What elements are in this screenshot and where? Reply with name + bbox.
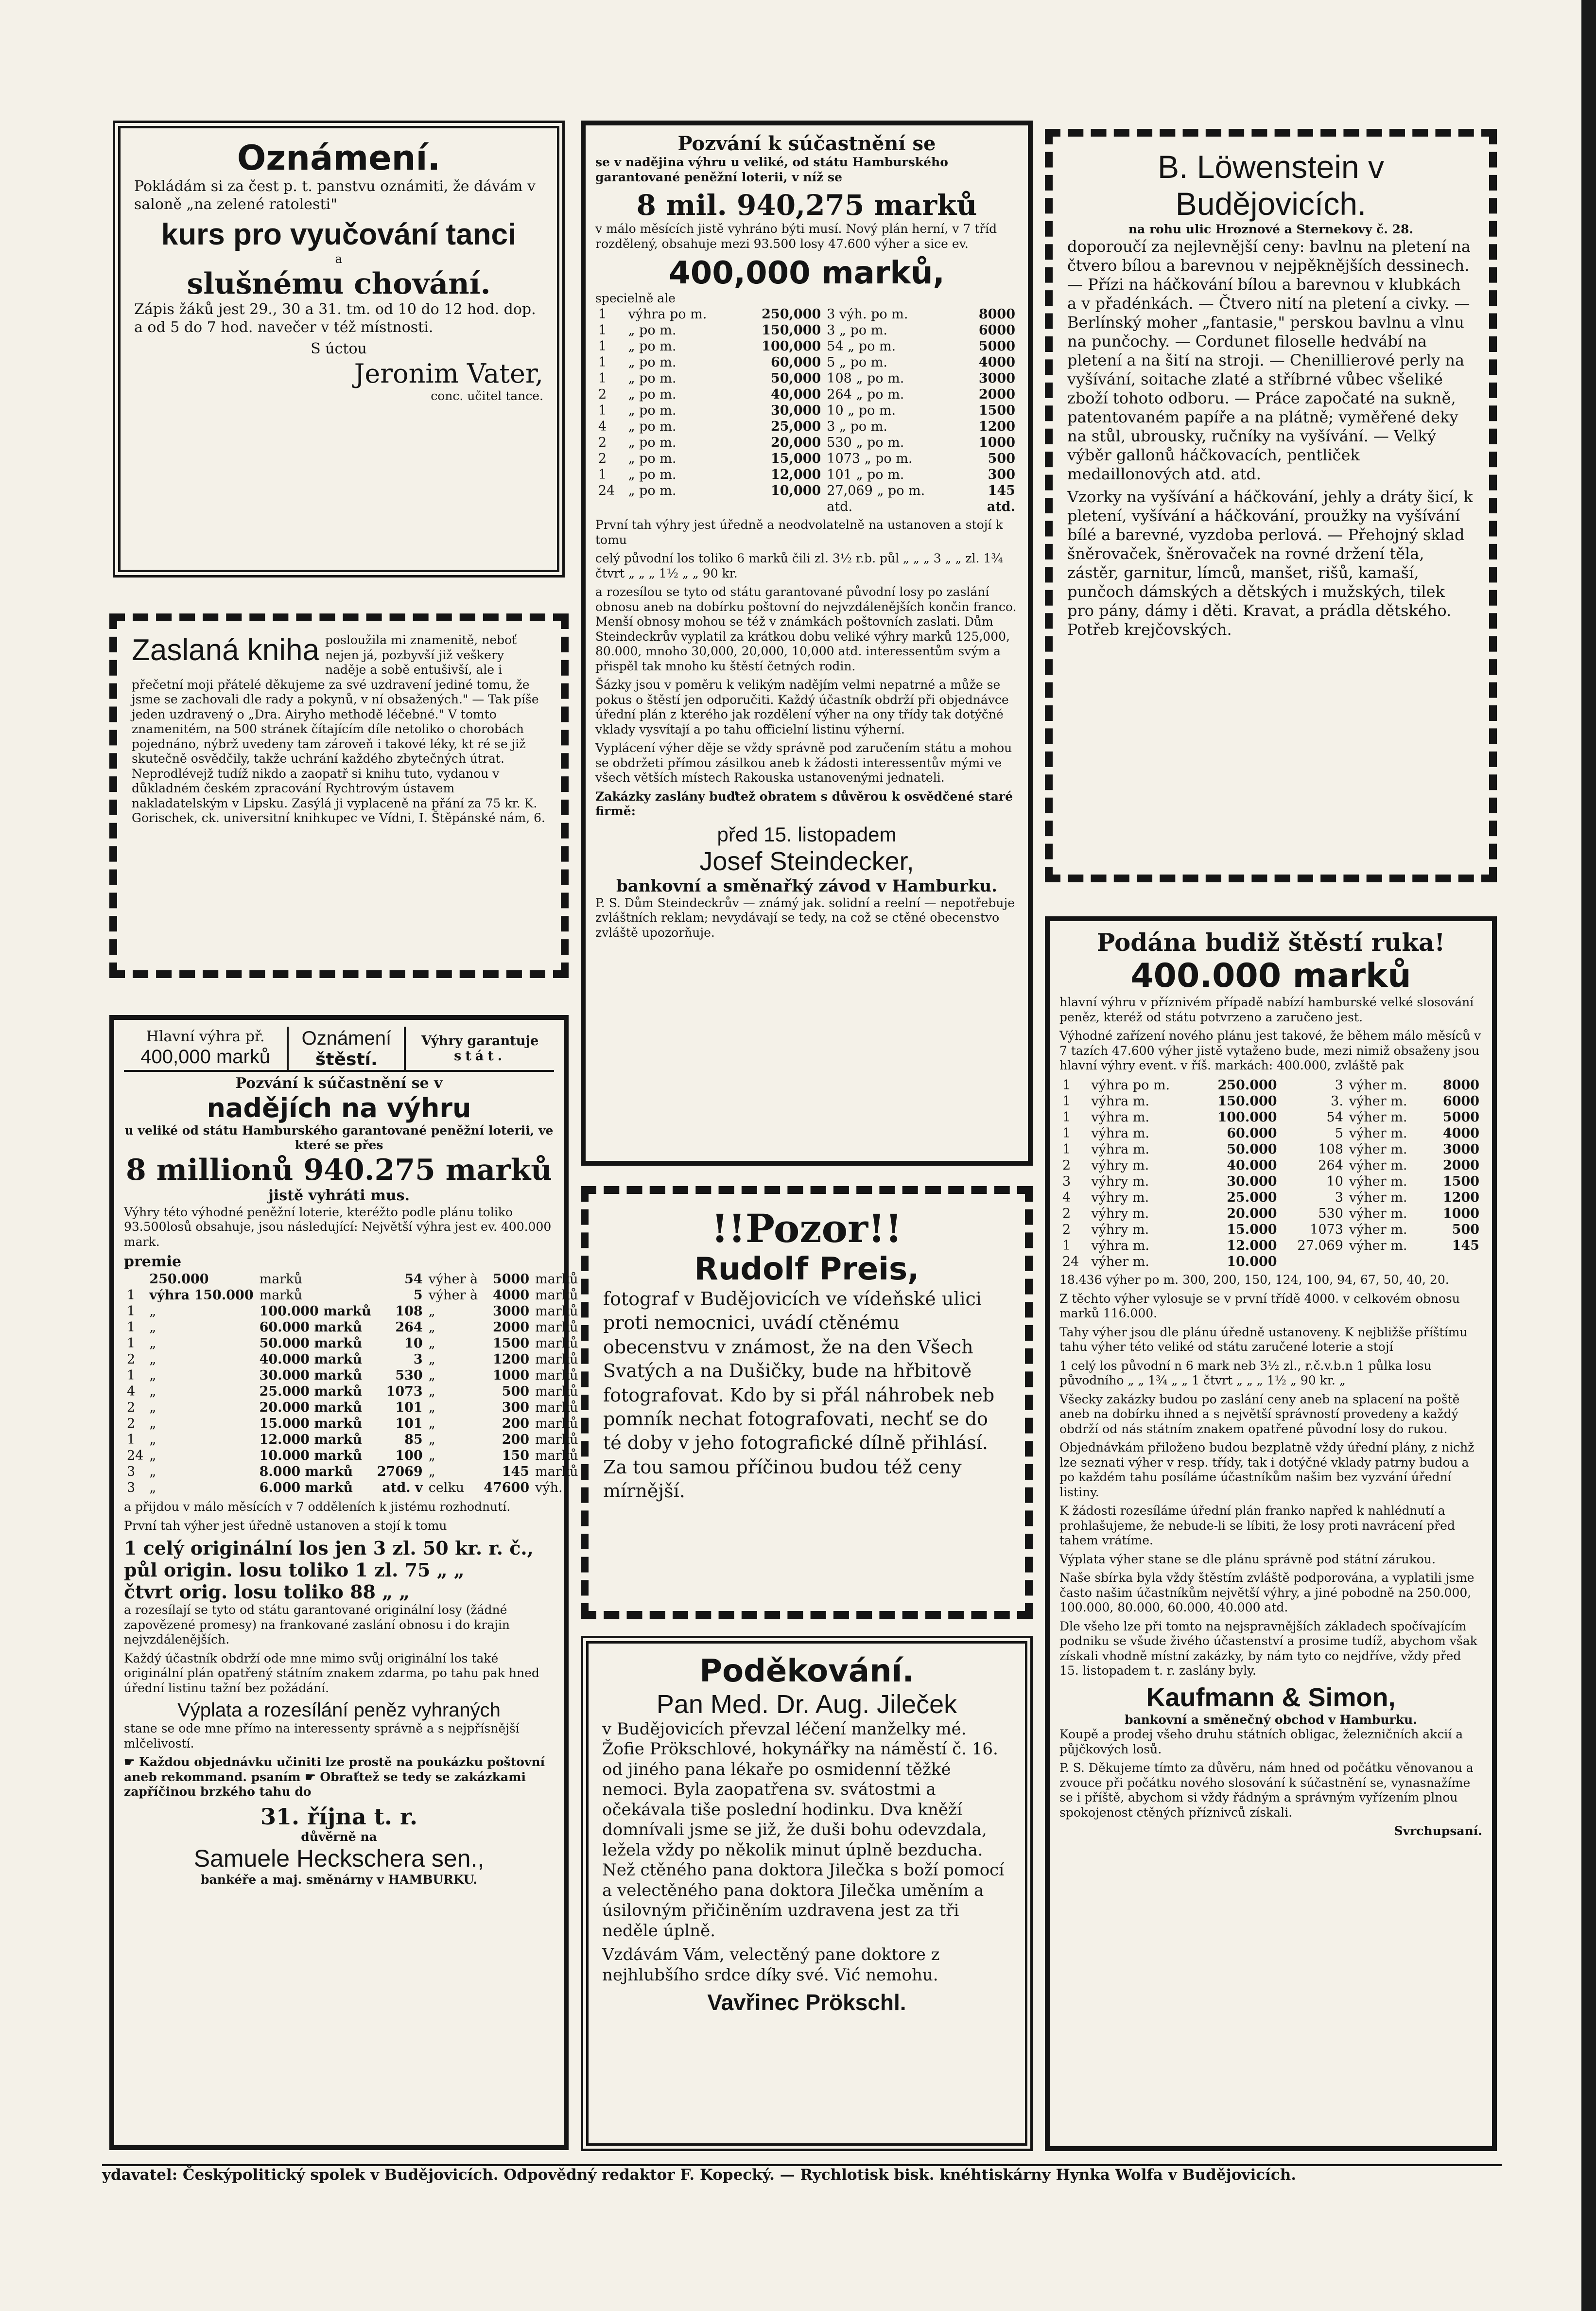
table-row: 2 „ po m. 20,000 530 „ po m. 1000 bbox=[598, 435, 1015, 450]
podekovani-ad bbox=[581, 1636, 1033, 2151]
hamburg-price2: půl origin. losu toliko 1 zl. 75 „ „ bbox=[124, 1559, 465, 1581]
table-row: 250.000 marků 54 výher à 5000 marků bbox=[149, 1271, 578, 1287]
hamburg-draws: a přijdou v málo měsících v 7 odděleních k jistému rozhodnutí. bbox=[124, 1500, 511, 1514]
steindecker-chance: Šázky jsou v poměru k velikým nadějím velmi nepatrné a může se pokus o štěstí jen odporučiti. Každý účastník obdrží při objednávce úřední plán z kterého jak rozdělení výher na ony třídy tak dotýčné vklady vysvítají a po tahu officielní listinu výherní. bbox=[595, 678, 1009, 736]
lowenstein-text2: Vzorky na vyšívání a háčkování, jehly a dráty šicí, k pletení, vyšívání a háčkování, proužky na vyšívání bílé a barevné, vyzdoba perlová. — Přehojný sklad šněrovaček, šněrovaček na rovné držení těla, zástěr, garnitur, límců, manšet, rišů, kamaší, punčoch dámských a dětských i mužských, tilek pro pány, dámy i děti. Kravat, a prádla dětského. Potřeb krejčovských. bbox=[1067, 487, 1473, 639]
table-row: 24 „ po m. 10,000 27,069 „ po m. 145 bbox=[598, 483, 1015, 499]
pozor-name: Rudolf Preis, bbox=[694, 1251, 919, 1287]
table-row: 2 výhry m. 40.000 264 výher m. 2000 bbox=[1062, 1157, 1479, 1173]
kaufmann-ps: P. S. Děkujeme tímto za důvěru, nám hned od počátku věnovanou a zvouce při počátku nového slosování k súčastnění se, vynasnažíme se i příště, abychom si vždy řádným a správným vyřízením plnou spokojenost ctěných příznivců získali. bbox=[1059, 1761, 1474, 1820]
hamburg-send: a rozesílají se tyto od státu garantované originální losy (žádné zapovězené promesy) na frankované zaslání obnosu i do krajin nejvzdálenějších. bbox=[124, 1603, 510, 1647]
table-row: 2 „ po m. 15,000 1073 „ po m. 500 bbox=[598, 451, 1015, 466]
oznameni-role: conc. učitel tance. bbox=[431, 388, 543, 403]
steindecker-send: a rozesílou se tyto od státu garantované původní losy po zaslání obnosu aneb na dobírku poštovní do nejvzdálenějších končin franco. Menší obnosy mohou se též v známkách poštovních zaslati. Dům Steindeckrův vyplatil za krátkou dobu veliké výhry marků 125,000, 80.000, mnoho 30,000, 20,000, 10,000 atd. interessentům svým a přispěl tak mnoho ku štěstí četných rodin. bbox=[595, 585, 1017, 673]
oznameni-manners: slušnému chování. bbox=[187, 266, 491, 301]
kaufmann-rest: 18.436 výher po m. 300, 200, 150, 124, 100, 94, 67, 50, 40, 20. bbox=[1059, 1273, 1449, 1287]
hamburg-ad bbox=[109, 1015, 578, 2150]
steindecker-deadline: před 15. listopadem bbox=[717, 823, 897, 846]
oznameni-a: a bbox=[335, 252, 343, 266]
table-row: 4 výhry m. 25.000 3 výher m. 1200 bbox=[1062, 1190, 1479, 1205]
table-row: 1 „ 30.000 marků 530 „ 1000 marků bbox=[127, 1367, 578, 1383]
kaufmann-trust: Dle všeho lze při tomto na nejspravnějších základech spočívajícím podniku se všude živého účastenství a prosime tudíž, abychom však získali vhodně místní zakázky, by nám tyto co nejdříve, vždy před 15. listopadem t. r. zaslány byly. bbox=[1059, 1619, 1477, 1678]
podekovani-thanks: Vzdávám Vám, velectěný pane doktore z nejhlubšího srdce díky své. Vić nemohu. bbox=[602, 1945, 940, 1985]
oznameni-schedule: Zápis žáků jest 29., 30 a 31. tm. od 10 do 12 hod. dop. a od 5 do 7 hod. navečer v též místnosti. bbox=[134, 300, 536, 336]
hamburg-sure: jistě vyhráti mus. bbox=[268, 1187, 410, 1204]
kaufmann-prices: 1 celý los původní n 6 mark neb 3½ zl., r.č.v.b.n 1 půlka losu původního „ „ 1¾ „ „ 1 čtvrt „ „ „ 1½ „ 90 kr. „ bbox=[1059, 1358, 1432, 1388]
kaufmann-offer: Koupě a prodej všeho druhu státních obligac, železničních akcií a půjčkových losů. bbox=[1059, 1727, 1463, 1756]
table-row: 2 „ 20.000 marků 101 „ 300 marků bbox=[127, 1400, 578, 1416]
steindecker-special: specielně ale bbox=[595, 291, 676, 305]
table-row: 24 „ 10.000 marků 100 „ 150 marků bbox=[127, 1448, 578, 1464]
oznameni-name: Jeronim Vater, bbox=[354, 358, 543, 389]
hamburg-firm-sub: bankéře a maj. směnárny v HAMBURKU. bbox=[201, 1873, 477, 1887]
hamburg-first: První tah výher jest úředně ustanoven a stojí k tomu bbox=[124, 1518, 447, 1533]
hamburg-head-mid-2: štěstí. bbox=[315, 1050, 378, 1069]
hamburg-header bbox=[124, 1027, 554, 1072]
kaufmann-title: Podána budiž štěstí ruka! bbox=[1096, 928, 1445, 957]
kaufmann-first: Z těchto výher vylosuje se v první třídě 4000. v celkovém obnosu marků 116.000. bbox=[1059, 1291, 1460, 1321]
table-row: 1 výhra 150.000 marků 5 výher à 4000 marků bbox=[127, 1287, 578, 1303]
hamburg-payout-head: Výplata a rozesílání peněz vyhraných bbox=[177, 1699, 501, 1721]
steindecker-first: První tah výhry jest úředně a neodvolatelně na ustanoven a stojí k tomu bbox=[595, 518, 1003, 547]
hamburg-head-left-2: 400,000 marků bbox=[140, 1046, 271, 1068]
hamburg-nadejich: nadějích na výhru bbox=[207, 1092, 471, 1123]
hamburg-plan2: Každý účastník obdrží ode mne mimo svůj originální los také originální plán opatřený státním znakem zdarma, po tahu pak hned úřední listinu tažní bez požádání. bbox=[124, 1651, 539, 1695]
kaufmann-tah: Tahy výher jsou dle plánu úředně ustanoveny. K nejbližše příštímu tahu výher této veliké od státu zaručené loterie a stojí bbox=[1059, 1325, 1468, 1354]
steindecker-payout: Vyplácení výher děje se vždy správně pod zaručením státu a mohou se obdržeti přímou zásilkou aneb k žádosti interessentův mými ve všech větších místech Rakouska ustanovenými jednateli. bbox=[595, 741, 1012, 785]
steindecker-millions: 8 mil. 940,275 marků bbox=[636, 189, 977, 222]
table-row: 2 výhry m. 15.000 1073 výher m. 500 bbox=[1062, 1222, 1479, 1237]
kaufmann-payout: Výplata výher stane se dle plánu správně pod státní zárukou. bbox=[1059, 1552, 1436, 1566]
hamburg-head-mid-1: Oznámení bbox=[301, 1028, 392, 1049]
steindecker-ps: P. S. Dům Steindeckrův — známý jak. solidní a reelní — nepotřebuje zvláštních reklam; nevydávají se tedy, na což se ctěné obecenstvo zvláště upozorňuje. bbox=[595, 895, 1015, 940]
table-row: 1 výhra m. 50.000 108 výher m. 3000 bbox=[1062, 1141, 1479, 1157]
hamburg-head-left-1: Hlavní výhra př. bbox=[146, 1028, 265, 1046]
page-edge bbox=[1581, 0, 1596, 2311]
kniha-title: Zaslaná kniha bbox=[132, 633, 320, 667]
hamburg-millions: 8 millionů 940.275 marků bbox=[126, 1153, 552, 1187]
kaufmann-luck: Naše sbírka byla vždy štěstím zvláště podporována, a vyplatili jsme často našim účastníkům největší výhry, a jiné pobodně na 250.000, 100.000, 80.000, 60.000, 40.000 atd. bbox=[1059, 1571, 1475, 1615]
hamburg-premie: premie bbox=[124, 1253, 182, 1271]
table-row: 1 výhra po m. 250,000 3 výh. po m. 8000 bbox=[598, 306, 1015, 322]
table-row: 1 „ po m. 50,000 108 „ po m. 3000 bbox=[598, 370, 1015, 386]
kaufmann-sig: Svrchupsaní. bbox=[1394, 1824, 1482, 1838]
steindecker-ad bbox=[581, 121, 1033, 1166]
hamburg-plan: Výhry této výhodné peněžní loterie, kteréžto podle plánu toliko 93.500losů obsahuje, jsou následující: Největší výhra jest ev. 400.000 mark. bbox=[124, 1205, 552, 1249]
steindecker-price: celý původní los toliko 6 marků čili zl. 3½ r.b. půl „ „ „ 3 „ „ zl. 1¾ čtvrt „ „ „ 1½ „ „ 90 kr. bbox=[595, 551, 1003, 580]
kaufmann-plan3: K žádosti rozesíláme úřední plán franko napřed k nahlédnutí a prohlašujeme, že nebude-li se líbiti, že losy proti navrácení před tahem vrátíme. bbox=[1059, 1504, 1455, 1548]
lowenstein-title: B. Löwenstein v Budějovicích. bbox=[1158, 149, 1384, 222]
hamburg-price3: čtvrt orig. losu toliko 88 „ „ bbox=[124, 1581, 410, 1603]
table-row: 1 „ po m. 60,000 5 „ po m. 4000 bbox=[598, 354, 1015, 370]
table-row: 4 „ po m. 25,000 3 „ po m. 1200 bbox=[598, 419, 1015, 434]
podekovani-doctor: Pan Med. Dr. Aug. Jileček bbox=[656, 1690, 957, 1719]
lowenstein-ad bbox=[1045, 129, 1497, 882]
table-row: 1 „ po m. 100,000 54 „ po m. 5000 bbox=[598, 338, 1015, 354]
hamburg-trust: důvěrně na bbox=[301, 1829, 377, 1844]
table-row: 2 „ 15.000 marků 101 „ 200 marků bbox=[127, 1416, 578, 1432]
lowenstein-text: doporoučí za nejlevnější ceny: bavlnu na pletení na čtvero bílou a barevnou v nejpěknějších dessinech. — Přízi na háčkování bílou a barevnou v klubkách a v přadénkách. — Čtvero nití na pletení a civky. — Berlínský moher „fantasie," perskou bavlnu a vlnu na punčochy. — Cordunet filoselle hedvábí na pletení a na šití na stroji. — Chenillierové perly na vyšívání, soitache zlaté a stříbrné vůbec všeliké zboží tohoto odboru. — Práce započaté na sukně, patentovaném papíře a na plátně; vyměřené deky na stůl, ubrousky, ručníky na vyšívání. — Velký výběr gallonů háčkovacích, pentliček medaillonových atd. atd. bbox=[1067, 237, 1471, 483]
table-row: 2 „ po m. 40,000 264 „ po m. 2000 bbox=[598, 386, 1015, 402]
imprint-footer: ydavatel: Českýpolitický spolek v Budějovicích. Odpovědný redaktor F. Kopecký. — Rychlotisk bisk. knéhtiskárny Hynka Wolfa v Budějovicích. bbox=[102, 2164, 1502, 2189]
table-row: 2 „ 40.000 marků 3 „ 1200 marků bbox=[127, 1351, 578, 1367]
steindecker-top: 400,000 marků, bbox=[669, 255, 945, 291]
oznameni-ad bbox=[113, 121, 565, 578]
hamburg-payout: stane se ode mne přímo na interessenty správně a s nejpřísnější mlčelivostí. bbox=[124, 1721, 520, 1751]
steindecker-intro: se v nadějina výhru u veliké, od státu Hamburského garantované peněžní loterii, v níž se bbox=[595, 155, 948, 184]
hamburg-invite: Pozvání k súčastnění se v bbox=[235, 1075, 443, 1092]
hamburg-order: ☛ Každou objednávku učiniti lze prostě na poukázku poštovní aneb rekommand. psaním ☛ Obraťtež se tedy se zakázkami zapříčinou brzkého tahu do bbox=[124, 1755, 545, 1799]
table-row: 3 výhry m. 30.000 10 výher m. 1500 bbox=[1062, 1173, 1479, 1189]
steindecker-prize-table bbox=[595, 306, 1018, 515]
table-row: 4 „ 25.000 marků 1073 „ 500 marků bbox=[127, 1384, 578, 1399]
hamburg-firm: Samuele Heckschera sen., bbox=[193, 1845, 485, 1873]
kaufmann-intro: hlavní výhru v příznivém případě nabízí hamburské velké slosování peněz, kteréž od státu potvrzeno a zaručeno jest. bbox=[1059, 995, 1474, 1024]
table-row: 1 „ 60.000 marků 264 „ 2000 marků bbox=[127, 1319, 578, 1335]
table-row: 24 výher m. 10.000 bbox=[1062, 1254, 1277, 1270]
kaufmann-plan: Výhodné zařízení nového plánu jest takové, že během málo měsíců v 7 tazích 47.600 výher jistě vytaženo bude, mezi nimiž obsaženy jsou hlavní výhry event. v říš. markách: 400.000, zvláště pak bbox=[1059, 1029, 1481, 1072]
steindecker-orders: Zakázky zaslány buďtež obratem s důvěrou k osvědčené staré firmě: bbox=[595, 789, 1013, 819]
oznameni-intro: Pokládám si za čest p. t. panstvu oznámiti, že dávám v saloně „na zelené ratolesti" bbox=[134, 178, 536, 213]
table-row: 1 výhra m. 12.000 27.069 výher m. 145 bbox=[1062, 1238, 1479, 1253]
table-row: 1 výhra m. 60.000 5 výher m. 4000 bbox=[1062, 1125, 1479, 1141]
hamburg-prize-table bbox=[124, 1271, 581, 1496]
kaufmann-ad bbox=[1045, 916, 1497, 2151]
table-row: 3 „ 8.000 marků 27069 „ 145 marků bbox=[127, 1464, 578, 1480]
steindecker-name: Josef Steindecker, bbox=[699, 846, 914, 876]
pozor-text: fotograf v Budějovicích ve vídeňské ulici proti nemocnici, uvádí ctěnému obecenstvu v známost, že na den Všech Svatých a na Dušičky, bude na hřbitově fotografovat. Kdo by si přál náhrobek neb pomník nechat fotografovati, nechť se do té doby v jeho fotografické dílně přihlásí. Za tou samou příčinou budou též ceny mírnější. bbox=[603, 1288, 995, 1502]
steindecker-bank: bankovní a směnařký závod v Hamburku. bbox=[616, 876, 998, 896]
kaufmann-name: Kaufmann & Simon, bbox=[1146, 1682, 1396, 1712]
kniha-ad bbox=[109, 613, 569, 978]
table-row: 1 „ 12.000 marků 85 „ 200 marků bbox=[127, 1432, 578, 1448]
kaufmann-plan2: Objednávkám přiloženo budou bezplatně vždy úřední plány, z nichž lze seznati výher v resp. třídy, tak i dotýčné vklady patrny budou a po každém tahu posíláme účastníkům našim bez vyzvání úřední listiny. bbox=[1059, 1440, 1475, 1499]
hamburg-lottery: u veliké od státu Hamburského garantované peněžní loterii, ve které se přes bbox=[124, 1123, 554, 1153]
podekovani-sig: Vavřinec Prökschl. bbox=[707, 1990, 906, 2015]
oznameni-title: Oznámení. bbox=[237, 138, 441, 178]
table-row: 3 „ 6.000 marků atd. v celku 47600 výh. bbox=[127, 1480, 563, 1496]
hamburg-head-right-2: stát. bbox=[454, 1048, 506, 1064]
table-row: 1 „ 50.000 marků 10 „ 1500 marků bbox=[127, 1335, 578, 1351]
table-row: 1 „ po m. 30,000 10 „ po m. 1500 bbox=[598, 403, 1015, 418]
table-row: 1 „ po m. 150,000 3 „ po m. 6000 bbox=[598, 322, 1015, 338]
podekovani-title: Poděkování. bbox=[699, 1653, 914, 1689]
kaufmann-orders: Všecky zakázky budou po zaslání ceny aneb na splacení na poště aneb na dobírku ihned a s největší správností provedeny a každý obdrží od nás státním znakem opatřené původní losy do rukou. bbox=[1059, 1392, 1460, 1436]
table-row: 1 výhra po m. 250.000 3 výher m. 8000 bbox=[1062, 1077, 1479, 1093]
table-row: atd. atd. bbox=[827, 499, 1015, 515]
table-row: 2 výhry m. 20.000 530 výher m. 1000 bbox=[1062, 1206, 1479, 1221]
kniha-text: posloužila mi znamenitě, neboť nejen já, pozbyvší již veškery naděje a sobě entušivší, ale i přečetní moji přátelé děkujeme za své uzdravení jediné tomu, že jsme se zachovali dle rady a pokynů, v ní obsažených." — Tak píše jeden uzdravený o „Dra. Airyho methodě léčebné." V tomto znamenitém, na 500 stránek čítajícím díle netoliko o chorobách pojednáno, nýbrž uvedeny tam zároveň i takové léky, kt ré se již skutečně osvědčily, takže uchrání každého zbytečných útrat. Neprodlévejž tudíž nikdo a zaopatř si knihu tuto, vydanou v důkladném českém zpracování Rychtrovým ústavem nakladatelským v Lipsku. Zasýlá ji vyplaceně na přání za 75 kr. K. Gorischek, ck. universitní knihkupec ve Vídni, I. Štěpánské nám, 6. bbox=[132, 633, 545, 825]
pozor-title: !!Pozor!! bbox=[711, 1206, 902, 1251]
lowenstein-address: na rohu ulic Hroznové a Sternekovy č. 28. bbox=[1128, 222, 1414, 236]
table-row: 1 výhra m. 150.000 3. výher m. 6000 bbox=[1062, 1093, 1479, 1109]
table-row: 1 výhra m. 100.000 54 výher m. 5000 bbox=[1062, 1109, 1479, 1125]
oznameni-greeting: S úctou bbox=[311, 340, 367, 358]
hamburg-date: 31. října t. r. bbox=[260, 1803, 417, 1830]
hamburg-price1: 1 celý originální los jen 3 zl. 50 kr. r. č., bbox=[124, 1537, 534, 1559]
table-row: 1 „ 100.000 marků 108 „ 3000 marků bbox=[127, 1303, 578, 1319]
steindecker-title: Pozvání k súčastnění se bbox=[677, 132, 936, 155]
podekovani-text: v Budějovicích převzal léčení manželky mé. Žofie Prökschlové, hokynářky na náměstí č. 16. od jiného pana lékaře po osmidenní těžké nemoci. Byla zaopatřena sv. svátostmi a očekávala tiše poslední hodinku. Dva kněží domnívali jsme se již, že duši bohu odevzdala, ležela vždy po několik minut úplně bezducha. Než ctěného pana doktora Jilečka s boží pomocí a velectěného pana doktora Jilečka uměním a úsilovným přičiněním uzdravena jest za tři neděle úplně. bbox=[602, 1719, 1005, 1941]
kaufmann-bank: bankovní a směnečný obchod v Hamburku. bbox=[1125, 1712, 1417, 1727]
hamburg-head-right-1: Výhry garantuje bbox=[421, 1033, 539, 1049]
kaufmann-prize-table bbox=[1059, 1077, 1482, 1270]
steindecker-sure: v málo měsících jistě vyhráno býti musí. Nový plán herní, v 7 tříd rozdělený, obsahuje mezi 93.500 losy 47.600 výher a sice ev. bbox=[595, 222, 997, 251]
oznameni-course: kurs pro vyučování tanci bbox=[161, 218, 517, 252]
kaufmann-amount: 400.000 marků bbox=[1130, 957, 1411, 995]
table-row: 1 „ po m. 12,000 101 „ po m. 300 bbox=[598, 467, 1015, 482]
pozor-ad bbox=[581, 1186, 1033, 1619]
